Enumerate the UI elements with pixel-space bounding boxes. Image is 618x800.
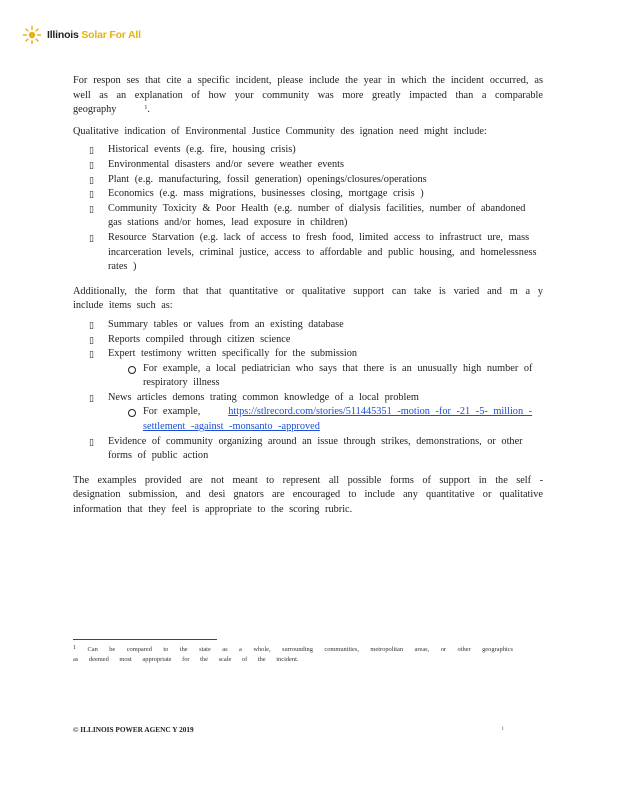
circle-bullet-icon bbox=[128, 409, 136, 417]
list-item bbox=[73, 231, 543, 275]
list-item bbox=[73, 202, 543, 231]
qualitative-list bbox=[73, 143, 543, 274]
list-item bbox=[73, 391, 543, 435]
sub-list-item bbox=[108, 405, 543, 434]
list-item-text: Economics (e.g. mass migrations, businesses closing, mortgage crisis ) bbox=[108, 188, 424, 200]
sub-list-item-text: For example, a local pediatrician who says that there is an unusually high number of respiratory illness bbox=[143, 362, 533, 389]
sub-list-item-prefix: For example, bbox=[143, 406, 201, 418]
header-logo bbox=[22, 25, 141, 45]
footnote-marker: 1 bbox=[73, 645, 76, 651]
bullet-icon: ▯ bbox=[89, 334, 94, 345]
list-item bbox=[73, 347, 543, 391]
list-item bbox=[73, 187, 543, 202]
logo-text-solar-for-all: Solar For All bbox=[81, 29, 141, 41]
bullet-icon: ▯ bbox=[89, 319, 94, 330]
paragraph-additionally: Additionally, the form that that quantitative or qualitative support can take is varied and m a y include items such as: bbox=[73, 285, 543, 312]
bullet-icon: ▯ bbox=[89, 436, 94, 447]
footnote bbox=[73, 645, 513, 665]
bullet-icon: ▯ bbox=[89, 189, 94, 200]
list-item-text: Summary tables or values from an existing database bbox=[108, 318, 344, 330]
list-item-text: Expert testimony written specifically for the submission bbox=[108, 348, 358, 360]
footer-copyright: © ILLINOIS POWER AGENC Y 2019 bbox=[73, 725, 194, 734]
list-item bbox=[73, 158, 543, 173]
list-item-text: Resource Starvation (e.g. lack of access to fresh food, limited access to infrastruct ure, mass incarceration levels, criminal justice, access to affordable and public housing, and homelessness rates ) bbox=[108, 231, 537, 273]
footnote-separator bbox=[73, 639, 217, 640]
list-item-text: Environmental disasters and/or severe weather events bbox=[108, 158, 345, 170]
circle-bullet-icon bbox=[128, 366, 136, 374]
list-item-text: Evidence of community organizing around an issue through strikes, demonstrations, or other forms of public action bbox=[108, 435, 523, 462]
paragraph-qualitative: Qualitative indication of Environmental Justice Community des ignation need might include: bbox=[73, 125, 487, 137]
page-number: i bbox=[502, 726, 504, 732]
logo-text-illinois: Illinois bbox=[47, 29, 79, 41]
bullet-icon: ▯ bbox=[89, 203, 94, 214]
bullet-icon: ▯ bbox=[89, 392, 94, 403]
list-item-text: Reports compiled through citizen science bbox=[108, 333, 291, 345]
list-item-text: Historical events (e.g. fire, housing crisis) bbox=[108, 144, 296, 156]
list-item bbox=[73, 173, 543, 188]
list-item bbox=[73, 333, 543, 348]
bullet-icon: ▯ bbox=[89, 232, 94, 243]
sun-logo-icon bbox=[22, 25, 42, 45]
sub-list bbox=[108, 405, 543, 434]
paragraph-examples: The examples provided are not meant to represent all possible forms of support in the self -designation submission, and desi gnators are encouraged to include any quantitative or qualitative information that they feel is appropriate to the scoring rubric. bbox=[73, 474, 543, 516]
sub-list bbox=[108, 362, 543, 391]
list-item bbox=[73, 143, 543, 158]
paragraph-incident-text: For respon ses that cite a specific incident, please include the year in which the incident occurred, as well as an explanation of how your community was more greatly impacted than a comparable geography bbox=[73, 75, 543, 116]
bullet-icon: ▯ bbox=[89, 349, 94, 360]
logo-wordmark bbox=[47, 29, 141, 41]
news-article-link[interactable]: https://stlrecord.com/stories/511445351 -motion -for -21 -5- million -settlement -against -monsanto -approved bbox=[143, 406, 533, 433]
list-item-text: Plant (e.g. manufacturing, fossil generation) openings/closures/operations bbox=[108, 173, 427, 185]
paragraph-incident bbox=[73, 74, 543, 118]
sub-list-item bbox=[108, 362, 543, 391]
bullet-icon: ▯ bbox=[89, 159, 94, 170]
footnote-reference[interactable]: 1 bbox=[144, 105, 148, 112]
footnote-text: Can be compared to the state as a whole, surrounding communities, metropolitan areas, or other geographics as deemed most appropriate for the scale of the incident. bbox=[73, 646, 513, 663]
support-items-list bbox=[73, 318, 543, 464]
bullet-icon: ▯ bbox=[89, 174, 94, 185]
list-item-text: Community Toxicity & Poor Health (e.g. number of dialysis facilities, number of abandoned gas stations and/or homes, lead exposure in children) bbox=[108, 202, 526, 229]
list-item bbox=[73, 318, 543, 333]
list-item bbox=[73, 435, 543, 464]
list-item-text: News articles demons trating common knowledge of a local problem bbox=[108, 391, 419, 403]
paragraph-incident-end: . bbox=[147, 104, 150, 116]
main-content bbox=[73, 74, 543, 518]
bullet-icon: ▯ bbox=[89, 145, 94, 156]
